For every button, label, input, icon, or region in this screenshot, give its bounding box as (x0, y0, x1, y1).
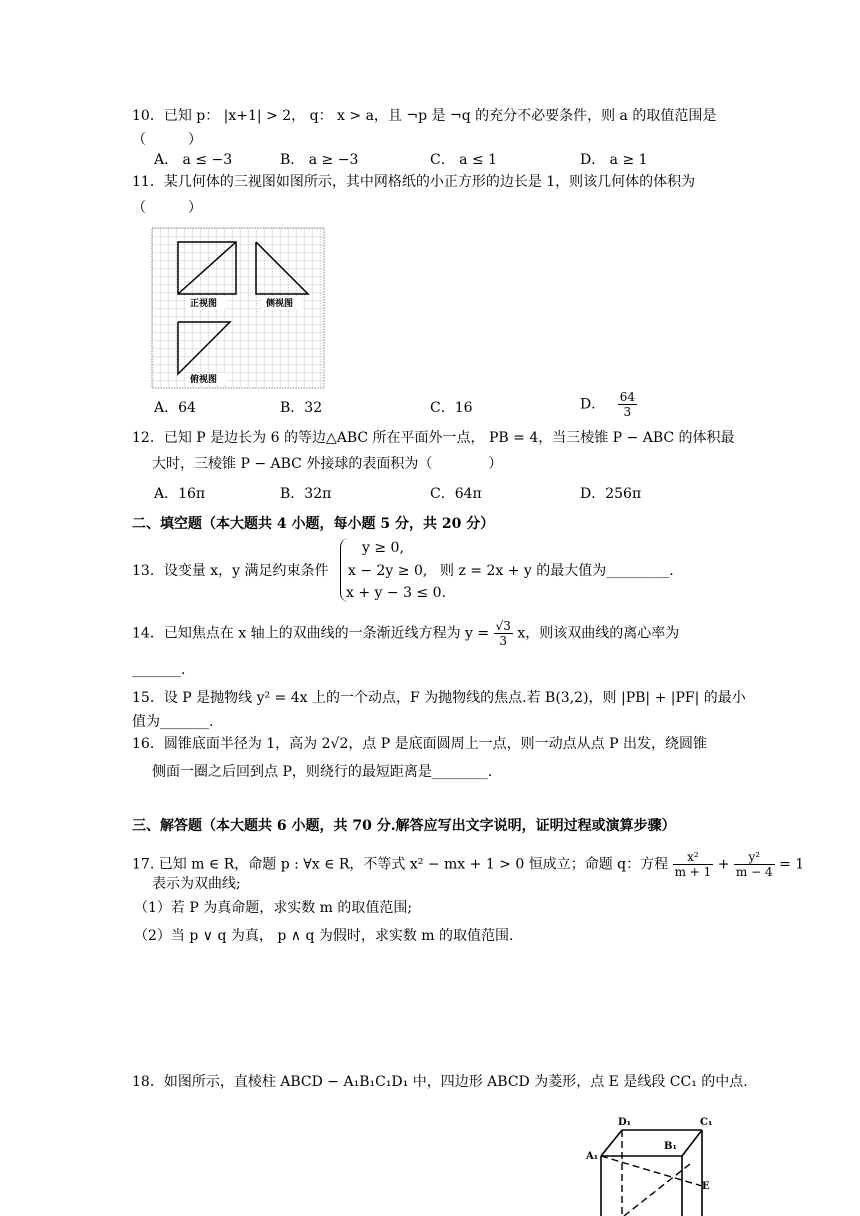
q12-option-c: C．64π (430, 486, 482, 502)
q12-option-d: D．256π (580, 486, 642, 502)
q17-stem: 17. 已知 m ∈ R，命题 p : ∀x ∈ R，不等式 x² − mx + 1 > 0 恒成立；命题 q：方程 $\frac{\text{x²}}{m + 1}$ + $\frac{\text{y²}}{m - 4}$ = 1 (132, 850, 805, 879)
q12-stem-2: 大时，三棱锥 P − ABC 外接球的表面积为（ ） (152, 456, 503, 472)
section-2-heading: 二、填空题（本大题共 4 小题，每小题 5 分，共 20 分） (132, 516, 495, 532)
q11-stem: 11．某几何体的三视图如图所示，其中网格纸的小正方形的边长是 1，则该几何体的体积为 (132, 174, 696, 190)
section-3-heading: 三、解答题（本大题共 6 小题，共 70 分.解答应写出文字说明，证明过程或演算步骤） (132, 818, 676, 834)
q17-f1-den: m + 1 (674, 865, 712, 879)
q12-stem: 12．已知 P 是边长为 6 的等边△ABC 所在平面外一点， PB = 4，当三棱锥 P − ABC 的体积最 (132, 430, 735, 446)
q17-stem-2: 表示为双曲线; (152, 876, 241, 892)
q14-frac-den: 3 (499, 634, 508, 648)
q13-constraint-1: y ≥ 0, (362, 540, 404, 556)
q12-option-b: B．32π (280, 486, 332, 502)
q15-stem: 15．设 P 是抛物线 y² = 4x 上的一个动点，F 为抛物线的焦点.若 B(3,2)，则 |PB| + |PF| 的最小 (132, 690, 746, 706)
q16-stem-2: 侧面一圈之后回到点 P，则绕行的最短距离是________. (152, 764, 493, 780)
q12-option-a: A．16π (154, 486, 206, 502)
label-d1: D₁ (618, 1117, 632, 1128)
q13-prefix: 13．设变量 x，y 满足约束条件 (132, 563, 329, 579)
side-view-label: 侧视图 (266, 299, 294, 309)
q14-stem: 14．已知焦点在 x 轴上的双曲线的一条渐近线方程为 y = $\frac{√3}{3}$ x，则该双曲线的离心率为 (132, 619, 680, 648)
three-view-figure (152, 228, 324, 388)
label-e: E (702, 1181, 710, 1192)
q13-constraint-3: x + y − 3 ≤ 0. (346, 585, 446, 601)
q17-f2-num: y² (734, 850, 775, 865)
q11-option-c: C．16 (430, 400, 473, 416)
label-b1: B₁ (664, 1141, 677, 1152)
front-view-label: 正视图 (190, 299, 218, 309)
prism-figure (588, 1118, 718, 1216)
q17-part-1: （1）若 P 为真命题，求实数 m 的取值范围; (134, 900, 413, 916)
q10-option-d: D． a ≥ 1 (580, 152, 648, 168)
q11-d-numerator: 64 (619, 390, 635, 404)
q17-f2-den: m − 4 (735, 865, 773, 879)
q10-option-c: C． a ≤ 1 (430, 152, 498, 168)
q17-f1-num: x² (673, 850, 714, 865)
q13-constraint-2: x − 2y ≥ 0, (348, 563, 428, 579)
q15-stem-2: 值为_______. (132, 714, 214, 730)
top-view-label: 俯视图 (190, 375, 218, 385)
q11-option-d: D． $\frac{64}{3}$ (580, 390, 635, 419)
q11-option-b: B．32 (280, 400, 323, 416)
q11-option-a: A．64 (154, 400, 196, 416)
q17-part-2: （2）当 p ∨ q 为真， p ∧ q 为假时，求实数 m 的取值范围. (134, 928, 514, 944)
q10-paren: （ ） (132, 132, 202, 148)
q10-stem: 10．已知 p： |x+1| > 2， q： x > a，且 ¬p 是 ¬q 的充分不必要条件，则 a 的取值范围是 (132, 108, 717, 124)
q16-stem: 16．圆锥底面半径为 1，高为 2√2，点 P 是底面圆周上一点，则一动点从点 P 出发，绕圆锥 (132, 736, 707, 752)
q17-plus: + (717, 856, 730, 873)
label-c1: C₁ (700, 1117, 713, 1128)
q14-frac-num: √3 (495, 619, 511, 633)
q18-stem: 18．如图所示，直棱柱 ABCD − A₁B₁C₁D₁ 中，四边形 ABCD 为菱形，点 E 是线段 CC₁ 的中点. (132, 1074, 748, 1090)
label-a1: A₁ (586, 1151, 599, 1162)
q10-option-a: A． a ≤ −3 (154, 152, 233, 168)
q11-d-denominator: 3 (623, 405, 632, 419)
q14-blank: _______. (132, 662, 186, 678)
q13-suffix: 则 z = 2x + y 的最大值为_________. (440, 563, 674, 579)
q17-eq: = 1 (779, 856, 805, 873)
q10-option-b: B． a ≥ −3 (280, 152, 359, 168)
q11-paren: （ ） (132, 200, 202, 216)
